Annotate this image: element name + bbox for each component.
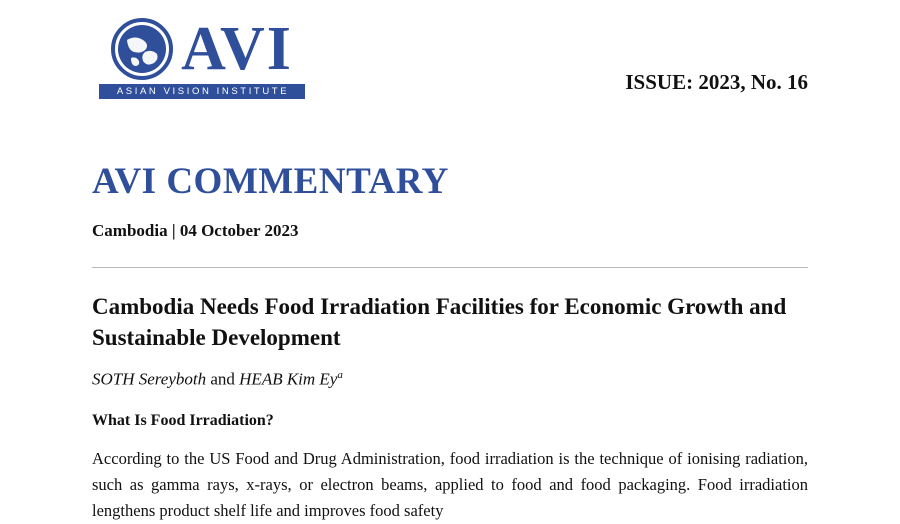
logo-row <box>111 15 293 83</box>
author-conjunction: and <box>206 369 240 389</box>
avi-logo <box>92 15 312 99</box>
body-paragraph: According to the US Food and Drug Administration, food irradiation is the technique of ionising radiation, such as gamma rays, x-rays, or electron beams, applied to food and food packaging. Food irradiation lengthens product shelf life and improves food safety <box>92 448 808 520</box>
author-second: HEAB Kim Ey <box>239 369 338 389</box>
document-header <box>92 15 808 126</box>
article-title: Cambodia Needs Food Irradiation Facilities for Economic Growth and Sustainable Development <box>92 294 787 350</box>
author-first: SOTH Sereyboth <box>92 369 207 389</box>
section-heading: What Is Food Irradiation? <box>92 411 274 429</box>
globe-icon <box>111 18 173 80</box>
page-title: AVI COMMENTARY <box>92 161 449 202</box>
author-byline <box>92 369 808 390</box>
issue-label: ISSUE: 2023, No. 16 <box>625 70 808 94</box>
logo-tagline: ASIAN VISION INSTITUTE <box>99 84 305 99</box>
dateline: Cambodia | 04 October 2023 <box>92 221 299 240</box>
logo-wordmark: AVI <box>181 15 293 83</box>
divider <box>92 267 808 268</box>
author-footnote-marker: a <box>337 369 343 382</box>
